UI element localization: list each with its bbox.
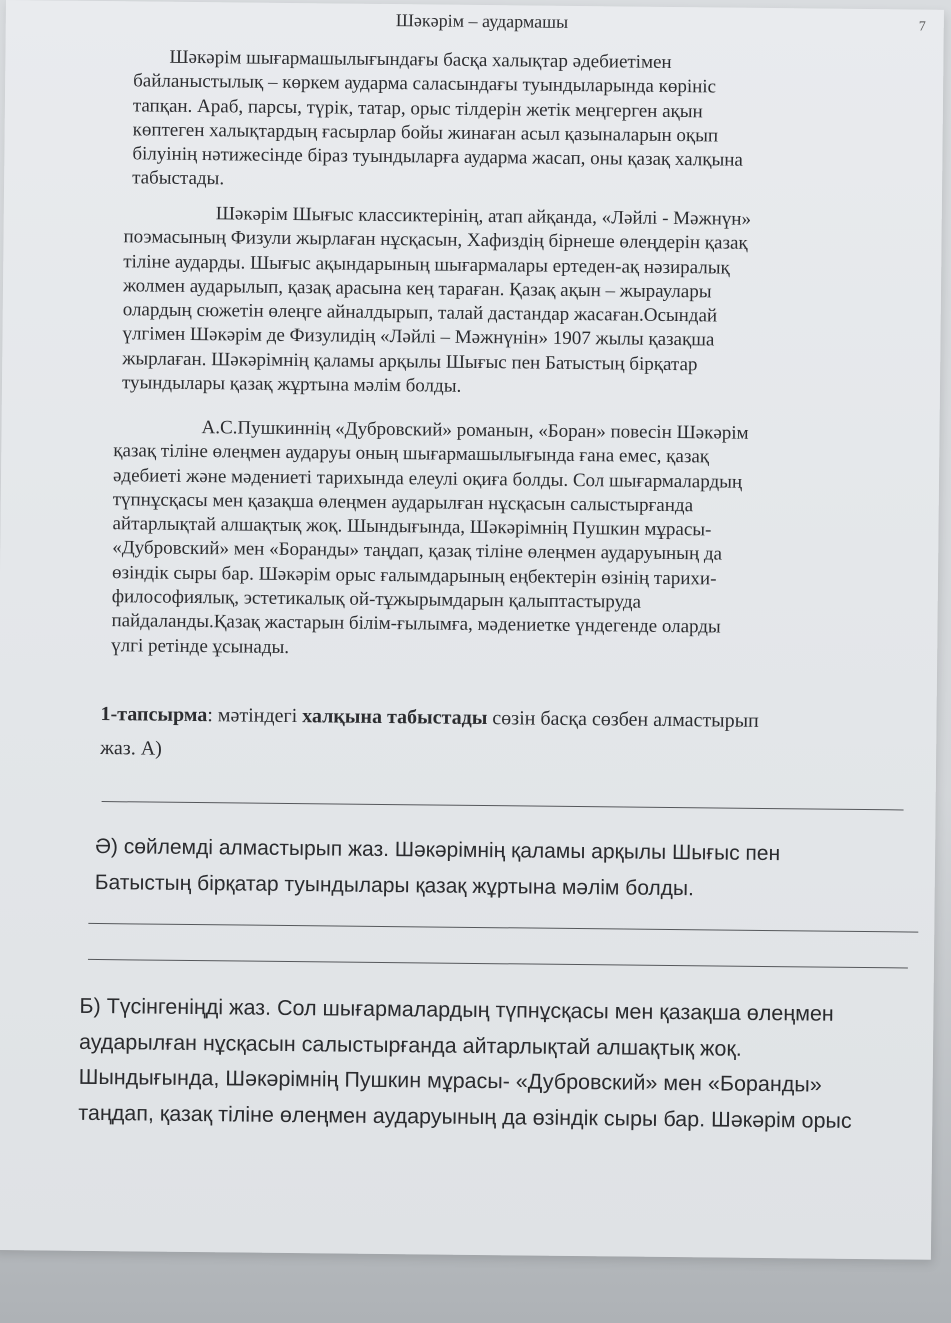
task-1-text: : мәтіндегі <box>207 704 303 728</box>
document-title: Шәкәрім – аудармашы <box>395 10 569 32</box>
task-b <box>78 989 853 1139</box>
paragraph-2-line: олардың сюжетін өлеңге айналдырып, талай дастандар жасаған.Осындай <box>122 299 718 327</box>
paragraph-2-line: туындылары қазақ жұртына мәлім болды. <box>121 372 462 397</box>
task-ae <box>95 829 781 908</box>
answer-line[interactable] <box>88 923 918 933</box>
paragraph-2-line: тіліне аударды. Шығыс ақындарының шығармалары ертеден-ақ нәзиралық <box>123 250 730 279</box>
paragraph-3-line: пайдаланды.Қазақ жастарын білім-ғылымға, мәдениетке үндегенде оларды <box>111 610 721 638</box>
paragraph-3-line: қазақ тіліне өлеңмен аударуы оның шығармашылығында ғана емес, қазақ <box>113 440 710 468</box>
task-b-line: аударылған нұсқасын салыстырғанда айтарлықтай алшақтық жоқ. <box>78 1029 742 1061</box>
paragraph-2-line: жырлаған. Шәкәрімнің қаламы арқылы Шығыс пен Батыстың бірқатар <box>122 348 698 376</box>
paragraph-1 <box>132 45 853 198</box>
paragraph-1-line: көптеген халықтардың ғасырлар бойы жинаған асыл қазыналарын оқып <box>132 119 719 147</box>
corner-mark: 7 <box>918 19 926 35</box>
task-b-line: Б) Түсінгеніңді жаз. Сол шығармалардың түпнұсқасы мен қазақша өлеңмен <box>79 993 834 1026</box>
paragraph-3-line: «Дубровский» мен «Боранды» таңдап, қазақ тіліне өлеңмен аударуының да <box>112 537 723 566</box>
paragraph-2-line: поэмасының Физули жырлаған нұсқасын, Хафиздің бірнеше өлеңдерін қазақ <box>123 226 748 255</box>
paragraph-2 <box>122 201 872 403</box>
paragraph-1-line: Шәкәрім шығармашылығындағы басқа халықтар әдебиетімен <box>169 46 672 73</box>
task-1 <box>100 697 901 773</box>
paragraph-3-line: А.С.Пушкиннің «Дубровский» романын, «Боран» повесін Шәкәрім <box>201 417 749 444</box>
answer-line[interactable] <box>88 959 908 969</box>
paragraph-1-line: тапқан. Араб, парсы, түрік, татар, орыс тілдерін жетік меңгерген ақын <box>132 94 703 122</box>
answer-line[interactable] <box>102 801 904 810</box>
paragraph-1-line: байланыстылық – көркем аударма саласындағы туындыларында көрініс <box>133 70 717 98</box>
paragraph-3-line: философиялық, эстетикалық ой-тұжырымдарын қалыптастыруда <box>111 586 642 613</box>
paragraph-1-line: білуінің нәтижесінде біраз туындыларға аударма жасап, оны қазақ халқына <box>132 143 744 171</box>
task-ae-line: Ә) сөйлемді алмастырып жаз. Шәкәрімнің қаламы арқылы Шығыс пен <box>95 834 781 866</box>
task-1-label: 1-тапсырма <box>100 703 208 727</box>
task-ae-line: Батыстың бірқатар туындылары қазақ жұртына мәлім болды. <box>94 870 695 901</box>
task-1-keyword: халқына табыстады <box>302 705 488 730</box>
task-1-line-2: жаз. А) <box>100 737 162 760</box>
paragraph-2-line: үлгімен Шәкәрім де Физулидің «Ләйлі – Мәжнүнін» 1907 жылы қазақша <box>122 323 715 351</box>
paragraph-2-line: Шәкәрім Шығыс классиктерінің, атап айқанда, «Ләйлі - Мәжнүн» <box>215 203 752 230</box>
paragraph-1-line: табыстады. <box>132 167 225 190</box>
paragraph-2-line: жолмен аударылып, қазақ арасына кең тараған. Қазақ ақын – жыраулары <box>122 275 712 303</box>
paragraph-3-line: өзіндік сыры бар. Шәкәрім орыс ғалымдарының еңбектерін өзінің тарихи- <box>111 561 717 590</box>
paragraph-3-line: үлгі ретінде ұсынады. <box>111 634 290 658</box>
paragraph-3-line: әдебиеті және мәдениеті тарихында елеулі оқиға болды. Сол шығармалардың <box>112 464 743 493</box>
paragraph-3 <box>111 415 892 666</box>
task-b-line: таңдап, қазақ тіліне өлеңмен аударуының да өзіндік сыры бар. Шәкәрім орыс <box>78 1100 852 1133</box>
paragraph-3-line: айтарлықтай алшақтық жоқ. Шындығында, Шәкәрімнің Пушкин мұрасы- <box>112 513 712 541</box>
task-b-line: Шындығында, Шәкәрімнің Пушкин мұрасы- «Дубровский» мен «Боранды» <box>78 1064 822 1097</box>
paragraph-3-line: түпнұсқасы мен қазақша өлеңмен аударылған нұсқасын салыстырғанда <box>112 489 694 517</box>
task-1-text: сөзін басқа сөзбен алмастырып <box>487 707 759 732</box>
